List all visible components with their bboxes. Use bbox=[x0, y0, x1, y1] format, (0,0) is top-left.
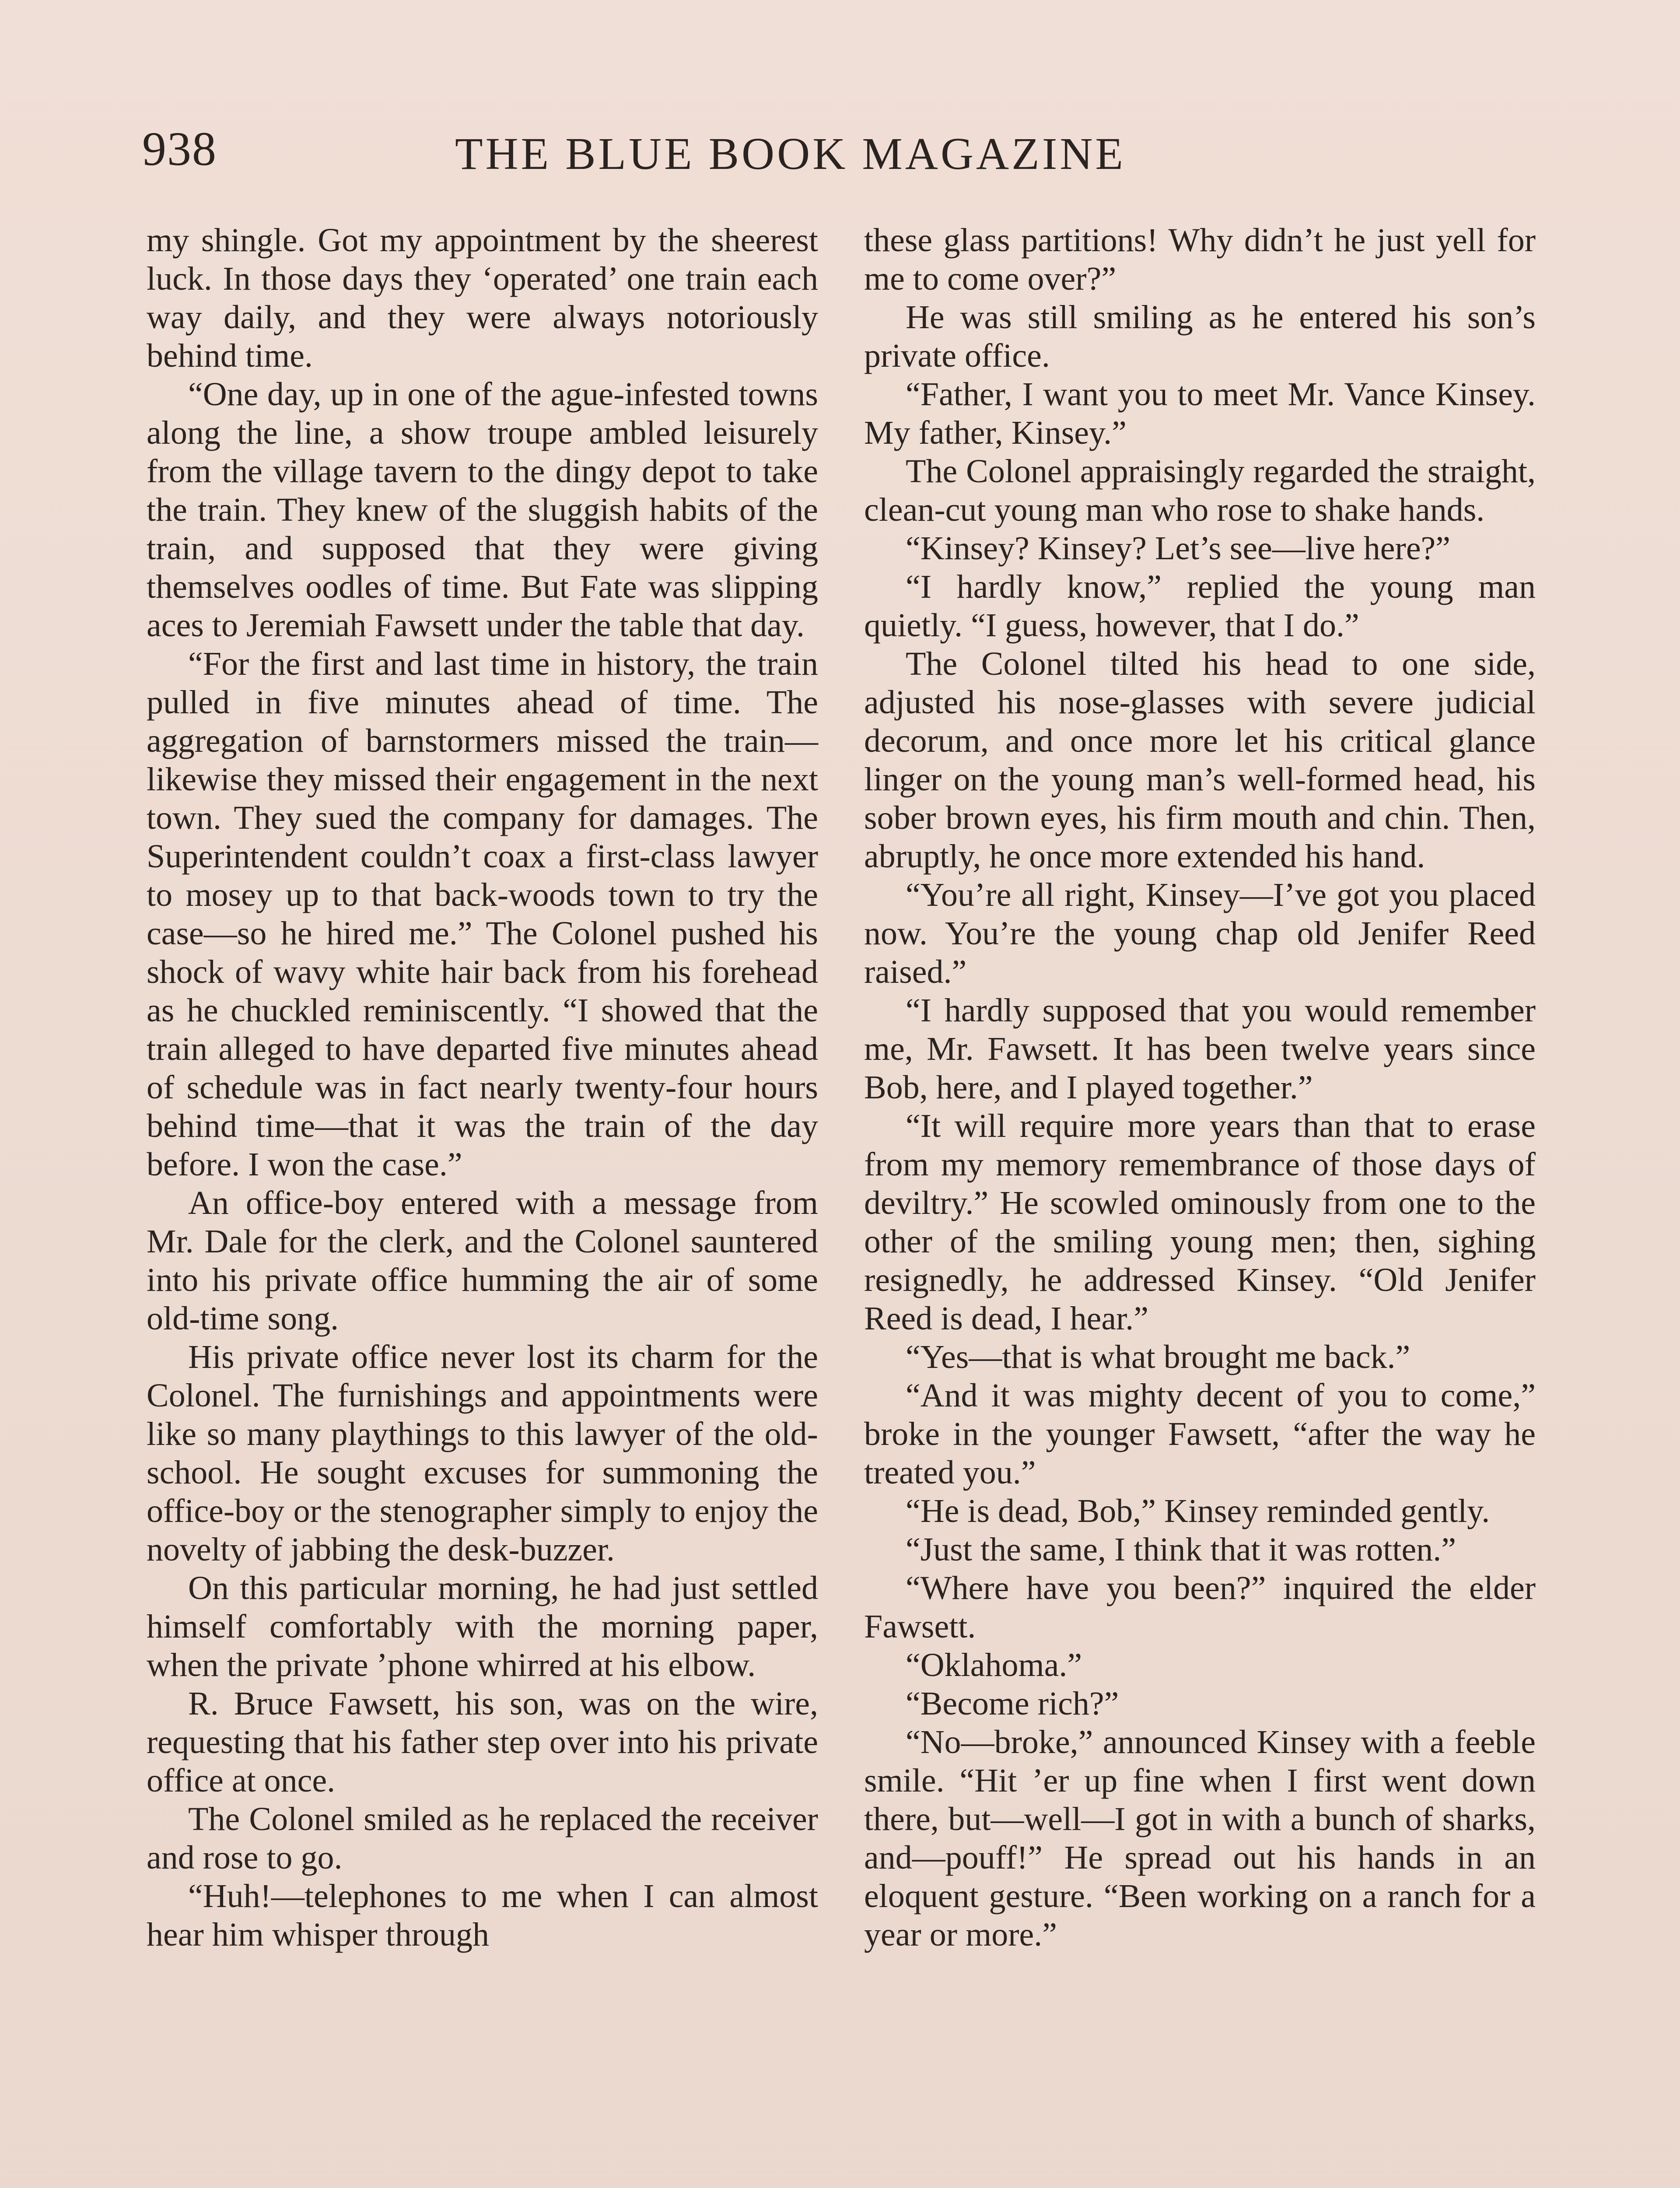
paragraph: “I hardly supposed that you would remember me, Mr. Fawsett. It has been twelve years since Bob, here, and I played together.” bbox=[864, 992, 1536, 1106]
paragraph: these glass partitions! Why didn’t he just yell for me to come over?” bbox=[864, 222, 1536, 297]
right-column bbox=[864, 221, 1536, 1954]
paragraph: “He is dead, Bob,” Kinsey reminded gently. bbox=[906, 1493, 1490, 1529]
paragraph: “Huh!—telephones to me when I can almost hear him whisper through bbox=[147, 1878, 818, 1953]
paragraph: R. Bruce Fawsett, his son, was on the wire, requesting that his father step over into his private office at once. bbox=[147, 1685, 818, 1799]
paragraph: His private office never lost its charm for the Colonel. The furnishings and appointments were like so many playthings to this lawyer of the old-school. He sought excuses for summoning the office-boy or the stenographer simply to enjoy the novelty of jabbing the desk-buzzer. bbox=[147, 1339, 818, 1568]
paragraph: “For the first and last time in history, the train pulled in five minutes ahead of time. The aggregation of barnstormers missed the train—likewise they missed their engagement in the next town. They sued the company for damages. The Superintendent couldn’t coax a first-class lawyer to mosey up to that back-woods town to try the case—so he hired me.” The Colonel pushed his shock of wavy white hair back from his forehead as he chuckled reminiscently. “I showed that the train alleged to have departed five minutes ahead of schedule was in fact nearly twenty-four hours behind time—that it was the train of the day before. I won the case.” bbox=[147, 645, 818, 1183]
paragraph: “You’re all right, Kinsey—I’ve got you placed now. You’re the young chap old Jenifer Reed raised.” bbox=[864, 877, 1536, 990]
paragraph: The Colonel tilted his head to one side, adjusted his nose-glasses with severe judicial decorum, and once more let his critical glance linger on the young man’s well-formed head, his sober brown eyes, his firm mouth and chin. Then, abruptly, he once more extended his hand. bbox=[864, 645, 1536, 875]
running-title: THE BLUE BOOK MAGAZINE bbox=[455, 129, 1126, 179]
paragraph: An office-boy entered with a message from Mr. Dale for the clerk, and the Colonel sauntered into his private office humming the air of some old-time song. bbox=[147, 1185, 818, 1337]
paragraph: He was still smiling as he entered his son’s private office. bbox=[864, 299, 1536, 374]
paragraph: “Become rich?” bbox=[906, 1685, 1119, 1722]
paragraph: “Just the same, I think that it was rotten.” bbox=[906, 1531, 1456, 1568]
paragraph: “Father, I want you to meet Mr. Vance Kinsey. My father, Kinsey.” bbox=[864, 376, 1536, 451]
left-column bbox=[147, 221, 818, 1954]
paragraph: “Kinsey? Kinsey? Let’s see—live here?” bbox=[906, 530, 1451, 567]
paragraph: “And it was mighty decent of you to come,” broke in the younger Fawsett, “after the way he treated you.” bbox=[864, 1377, 1536, 1491]
paragraph: “Where have you been?” inquired the elder Fawsett. bbox=[864, 1570, 1536, 1645]
paragraph: “I hardly know,” replied the young man quietly. “I guess, however, that I do.” bbox=[864, 568, 1536, 644]
paragraph: “No—broke,” announced Kinsey with a feeble smile. “Hit ’er up fine when I first went down there, but—well—I got in with a bunch of sharks, and—pouff!” He spread out his hands in an eloquent gesture. “Been working on a ranch for a year or more.” bbox=[864, 1724, 1536, 1953]
paragraph: On this particular morning, he had just settled himself comfortably with the morning paper, when the private ’phone whirred at his elbow. bbox=[147, 1570, 818, 1683]
paragraph: The Colonel appraisingly regarded the straight, clean-cut young man who rose to shake hands. bbox=[864, 453, 1536, 528]
paragraph: The Colonel smiled as he replaced the receiver and rose to go. bbox=[147, 1801, 818, 1876]
paragraph: “Oklahoma.” bbox=[906, 1647, 1082, 1683]
paragraph: “Yes—that is what brought me back.” bbox=[906, 1339, 1410, 1375]
paragraph: “It will require more years than that to erase from my memory remembrance of those days of deviltry.” He scowled ominously from one to the other of the smiling young men; then, sighing resignedly, he addressed Kinsey. “Old Jenifer Reed is dead, I hear.” bbox=[864, 1108, 1536, 1337]
paragraph: my shingle. Got my appointment by the sheerest luck. In those days they ‘operated’ one train each way daily, and they were always notoriously behind time. bbox=[147, 222, 818, 374]
page-number: 938 bbox=[142, 122, 217, 175]
paragraph: “One day, up in one of the ague-infested towns along the line, a show troupe ambled leisurely from the village tavern to the dingy depot to take the train. They knew of the sluggish habits of the train, and supposed that they were giving themselves oodles of time. But Fate was slipping aces to Jeremiah Fawsett under the table that day. bbox=[147, 376, 818, 644]
